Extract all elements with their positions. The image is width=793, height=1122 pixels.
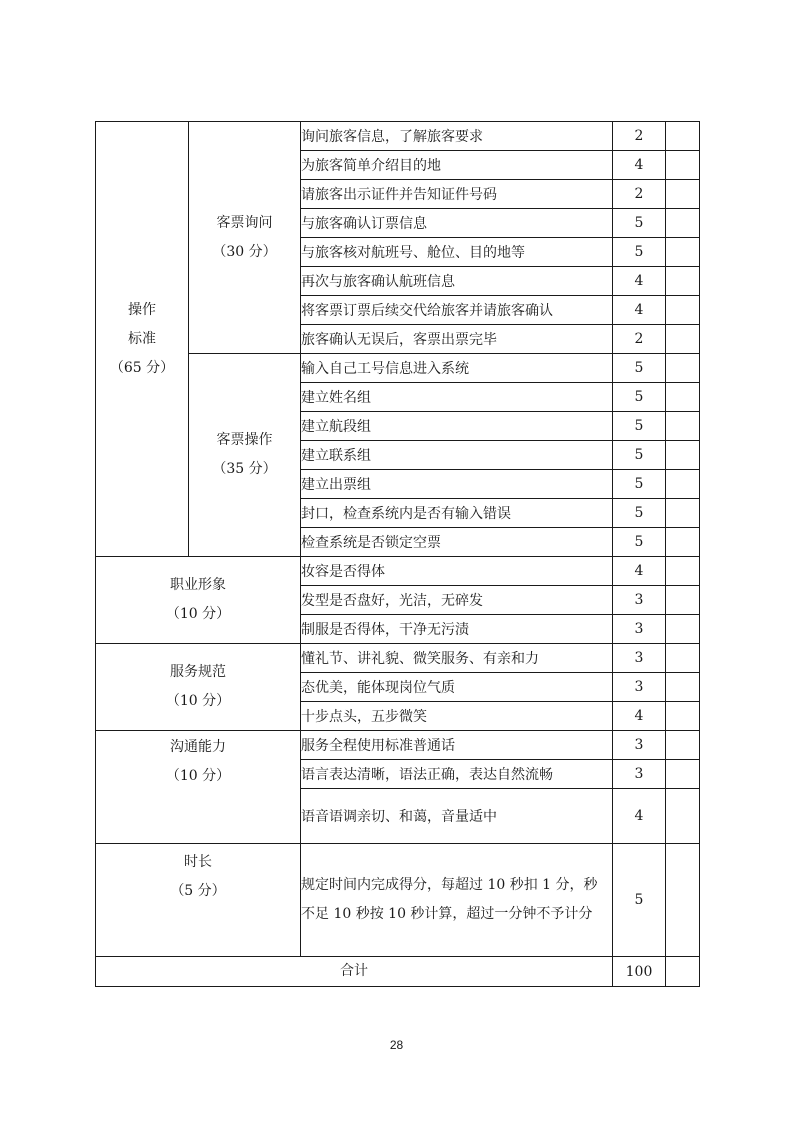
item-text: 语音语调亲切、和蔼，音量适中	[301, 789, 613, 844]
score-cell	[666, 844, 700, 957]
page-number: 28	[389, 1038, 404, 1052]
score-cell	[666, 325, 700, 354]
item-points: 5	[613, 209, 666, 238]
item-points: 3	[613, 586, 666, 615]
item-points: 3	[613, 731, 666, 760]
table-row	[96, 844, 700, 957]
score-cell	[666, 151, 700, 180]
score-cell	[666, 789, 700, 844]
item-text: 建立出票组	[301, 470, 613, 499]
item-text: 将客票订票后续交代给旅客并请旅客确认	[301, 296, 613, 325]
category-label: 沟通能力	[170, 739, 226, 755]
score-cell	[666, 209, 700, 238]
item-points: 3	[613, 760, 666, 789]
item-text: 建立航段组	[301, 412, 613, 441]
score-cell	[666, 267, 700, 296]
item-points: 5	[613, 499, 666, 528]
category-points: （10 分）	[165, 693, 231, 709]
table-row	[96, 122, 700, 151]
subcategory-points: （30 分）	[212, 243, 277, 260]
subcategory-label: 客票询问	[216, 214, 273, 231]
item-points: 5	[613, 470, 666, 499]
score-cell	[666, 760, 700, 789]
table-row	[96, 644, 700, 673]
item-text: 态优美，能体现岗位气质	[301, 673, 613, 702]
item-points: 5	[613, 383, 666, 412]
item-text: 询问旅客信息，了解旅客要求	[301, 122, 613, 151]
item-text: 服务全程使用标准普通话	[301, 731, 613, 760]
score-cell	[666, 122, 700, 151]
item-points: 5	[613, 844, 666, 957]
category-cell	[96, 731, 301, 844]
item-points: 2	[613, 180, 666, 209]
item-points: 2	[613, 122, 666, 151]
category-label: 服务规范	[170, 664, 226, 680]
item-points: 4	[613, 267, 666, 296]
category-label: 职业形象	[170, 577, 226, 593]
category-points: （10 分）	[165, 606, 231, 622]
item-text: 发型是否盘好，光洁，无碎发	[301, 586, 613, 615]
item-points: 3	[613, 644, 666, 673]
category-cell	[96, 644, 301, 731]
item-text: 封口，检查系统内是否有输入错误	[301, 499, 613, 528]
item-points: 5	[613, 528, 666, 557]
item-text: 建立联系组	[301, 441, 613, 470]
category-points: （5 分）	[170, 883, 226, 899]
item-points: 3	[613, 615, 666, 644]
category-label: 时长	[184, 854, 212, 870]
score-cell	[666, 557, 700, 586]
item-text: 与旅客核对航班号、舱位、目的地等	[301, 238, 613, 267]
item-points: 4	[613, 702, 666, 731]
score-cell	[666, 180, 700, 209]
total-points: 100	[613, 957, 666, 987]
category-cell	[96, 122, 189, 557]
item-points: 3	[613, 673, 666, 702]
score-cell	[666, 731, 700, 760]
score-cell	[666, 499, 700, 528]
category-cell	[96, 844, 301, 957]
score-cell	[666, 615, 700, 644]
item-points: 4	[613, 789, 666, 844]
score-cell	[666, 412, 700, 441]
category-label: 标准	[128, 330, 156, 347]
item-points: 5	[613, 238, 666, 267]
score-cell	[666, 296, 700, 325]
score-cell	[666, 354, 700, 383]
scoring-table	[95, 121, 700, 987]
score-cell	[666, 441, 700, 470]
category-label: 操作	[128, 301, 156, 318]
score-cell	[666, 238, 700, 267]
item-points: 4	[613, 151, 666, 180]
item-text: 检查系统是否锁定空票	[301, 528, 613, 557]
item-text: 十步点头，五步微笑	[301, 702, 613, 731]
score-cell	[666, 673, 700, 702]
item-points: 4	[613, 557, 666, 586]
item-points: 5	[613, 354, 666, 383]
item-text: 制服是否得体，干净无污渍	[301, 615, 613, 644]
category-cell	[96, 557, 301, 644]
item-text: 输入自己工号信息进入系统	[301, 354, 613, 383]
item-text: 再次与旅客确认航班信息	[301, 267, 613, 296]
item-points: 4	[613, 296, 666, 325]
item-text: 建立姓名组	[301, 383, 613, 412]
table-row	[96, 557, 700, 586]
subcategory-cell	[189, 354, 301, 557]
item-points: 5	[613, 441, 666, 470]
score-cell	[666, 702, 700, 731]
subcategory-cell	[189, 122, 301, 354]
score-cell	[666, 644, 700, 673]
item-text: 为旅客简单介绍目的地	[301, 151, 613, 180]
item-text: 与旅客确认订票信息	[301, 209, 613, 238]
category-points: （10 分）	[165, 768, 231, 784]
item-text: 妆容是否得体	[301, 557, 613, 586]
item-points: 5	[613, 412, 666, 441]
item-text: 语言表达清晰，语法正确，表达自然流畅	[301, 760, 613, 789]
score-cell	[666, 470, 700, 499]
table-row	[96, 731, 700, 760]
total-row	[96, 957, 700, 987]
item-text: 懂礼节、讲礼貌、微笑服务、有亲和力	[301, 644, 613, 673]
score-cell	[666, 383, 700, 412]
total-label: 合计	[96, 957, 613, 987]
score-cell	[666, 957, 700, 987]
score-cell	[666, 586, 700, 615]
category-points: （65 分）	[109, 359, 175, 376]
subcategory-points: （35 分）	[212, 461, 277, 477]
item-text: 请旅客出示证件并告知证件号码	[301, 180, 613, 209]
subcategory-label: 客票操作	[216, 432, 273, 448]
item-text: 旅客确认无误后，客票出票完毕	[301, 325, 613, 354]
item-points: 2	[613, 325, 666, 354]
item-text: 规定时间内完成得分，每超过 10 秒扣 1 分，秒不足 10 秒按 10 秒计算，超过一分钟不予计分	[301, 844, 613, 957]
score-cell	[666, 528, 700, 557]
